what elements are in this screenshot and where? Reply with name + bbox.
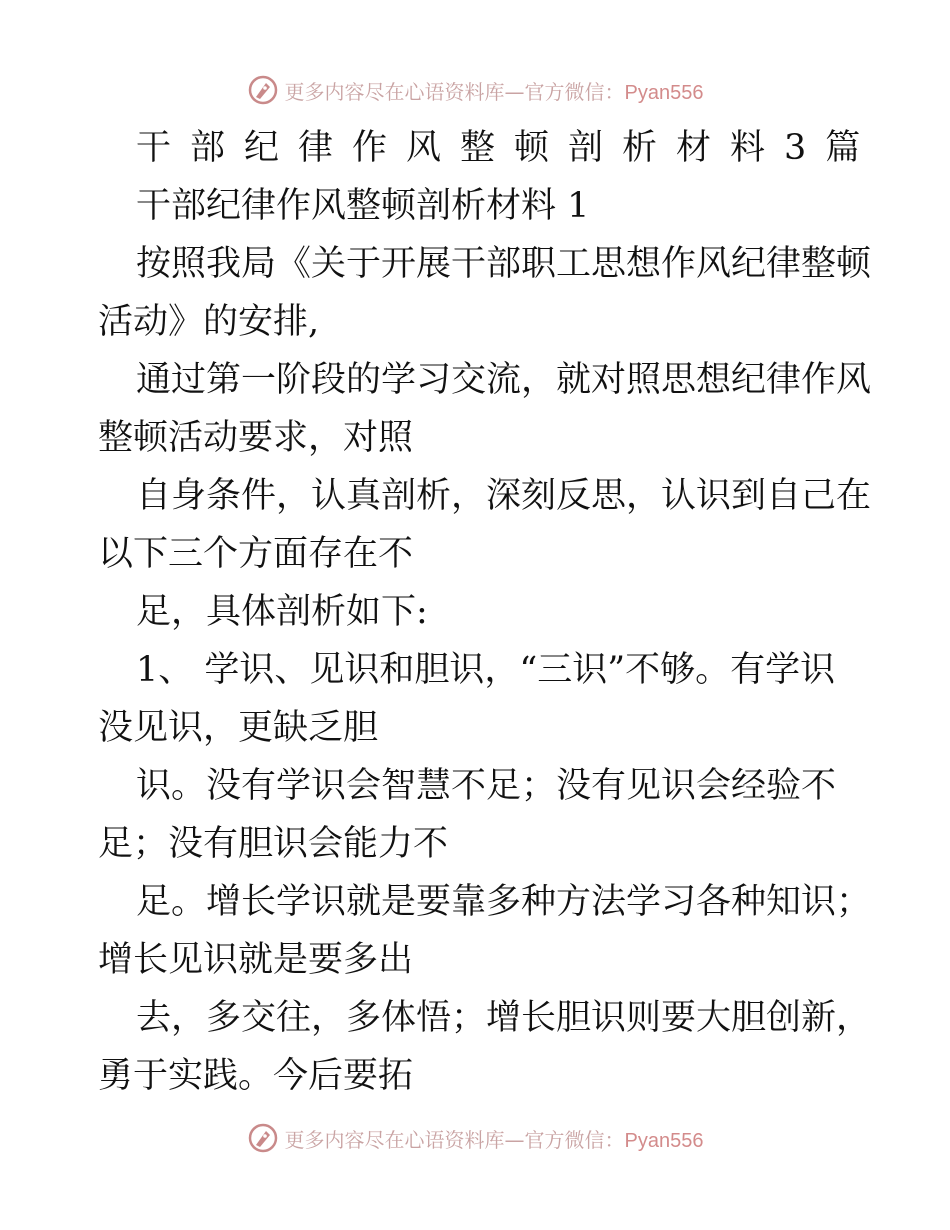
paragraph-line: 以下三个方面存在不 bbox=[98, 534, 414, 574]
pen-nib-logo-icon bbox=[247, 1122, 279, 1154]
pen-nib-logo-icon bbox=[247, 74, 279, 106]
paragraph-line: 通过第一阶段的学习交流，就对照思想纪律作风 bbox=[136, 360, 872, 400]
paragraph-line: 增长见识就是要多出 bbox=[98, 940, 414, 980]
watermark-banner-bottom bbox=[0, 1118, 950, 1158]
paragraph-line: 识。没有学识会智慧不足；没有见识会经验不 bbox=[136, 766, 837, 806]
document-subtitle: 干部纪律作风整顿剖析材料 1 bbox=[136, 186, 590, 226]
paragraph-line: 整顿活动要求，对照 bbox=[98, 418, 414, 458]
paragraph-line: 足，具体剖析如下: bbox=[136, 592, 428, 632]
watermark-text: 更多内容尽在心语资料库—官方微信：Pyan556 bbox=[284, 79, 704, 104]
paragraph-line: 去，多交往，多体悟；增长胆识则要大胆创新， bbox=[136, 998, 872, 1038]
watermark-text: 更多内容尽在心语资料库—官方微信：Pyan556 bbox=[284, 1127, 704, 1152]
paragraph-line: 1、 学识、见识和胆识，“三识”不够。有学识 bbox=[136, 650, 836, 690]
paragraph-line: 按照我局《关于开展干部职工思想作风纪律整顿 bbox=[136, 244, 872, 284]
paragraph-line: 足。增长学识就是要靠多种方法学习各种知识； bbox=[136, 882, 872, 922]
paragraph-line: 没见识，更缺乏胆 bbox=[98, 708, 379, 748]
paragraph-line: 活动》的安排, bbox=[98, 302, 320, 342]
watermark-banner-top bbox=[0, 70, 950, 110]
paragraph-line: 勇于实践。今后要拓 bbox=[98, 1056, 414, 1096]
paragraph-line: 自身条件，认真剖析，深刻反思，认识到自己在 bbox=[136, 476, 872, 516]
paragraph-line: 足；没有胆识会能力不 bbox=[98, 824, 449, 864]
document-title: 干部纪律作风整顿剖析材料3篇 bbox=[136, 128, 880, 168]
